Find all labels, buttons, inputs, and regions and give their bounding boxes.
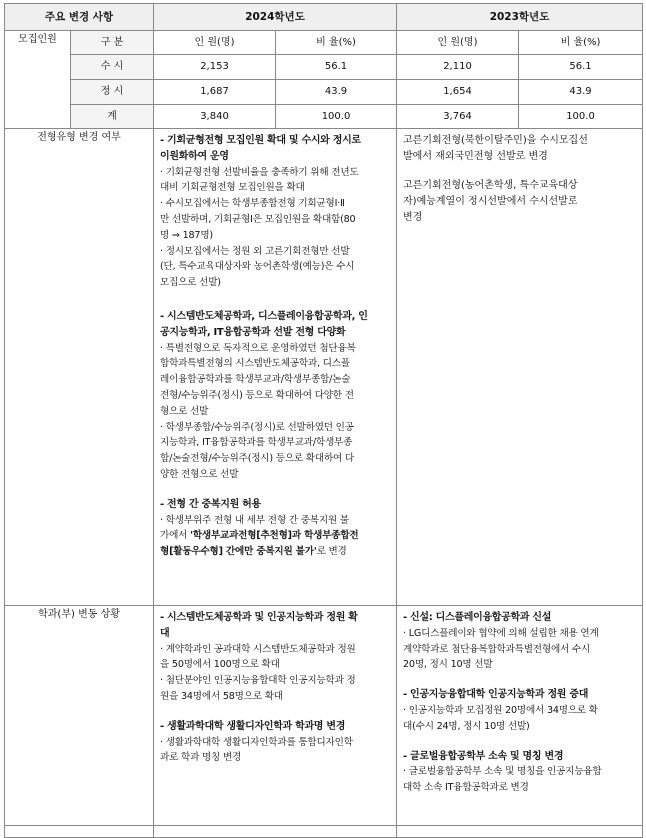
recruit-row-label-susi: 수 시 — [71, 55, 154, 80]
cell-value: 1,687 — [154, 80, 276, 105]
admission-type-label: 전형유형 변경 여부 — [5, 129, 154, 606]
header-main-changes: 주요 변경 사항 — [5, 4, 154, 31]
section-body — [160, 513, 390, 560]
section-body: · 글로벌융합공학부 소속 및 명칭을 인공지능융합 대학 소속 IT융합공학과로 변경 — [403, 766, 602, 794]
admission-type-2024 — [154, 129, 397, 606]
department-change-2023 — [397, 606, 643, 826]
section-body: · 기회균형전형 선발비율을 충족하기 위해 전년도 대비 기회균형전형 모집인원을 확대 · 수시모집에서는 학생부종합전형 기회균형Ⅰ·Ⅱ 만 선발하며, 기회균형Ⅰ은 모집인원을 확대함(80 명 ⇒ 187명) · 정시모집에서는 정원 외 고른기회전형만 선발 (단, 특수교육대상자와 농어촌학생(예능)은 수시 모집으로 선발) — [160, 166, 359, 289]
section-title: - 생활과학대학 생활디자인학과 학과명 변경 — [160, 720, 346, 732]
section-body: · 계약학과인 공과대학 시스템반도체공학과 정원 을 50명에서 100명으로 확대 · 첨단분야인 인공지능융합대학 인공지능학과 정 원을 34명에서 58명으로 확대 — [160, 643, 356, 702]
section-title: - 글로벌융합공학부 소속 및 명칭 변경 — [403, 750, 564, 762]
cell-value: 3,764 — [397, 105, 519, 129]
section-body-emphasis: '학생부교과전형[추천형]과 학생부종합전 형[활동우수형] 간에만 중복지원 불가' — [160, 530, 359, 558]
cell-value: 56.1 — [276, 55, 397, 80]
department-change-row — [5, 606, 643, 826]
section-title: - 신설: 디스플레이융합공학과 신설 — [403, 612, 552, 623]
table-row — [5, 80, 643, 105]
section-title: - 기회균형전형 모집인원 확대 및 수시와 정시로 이원화하여 운영 — [160, 135, 361, 162]
admission-type-row — [5, 129, 643, 606]
cell-value: 1,654 — [397, 80, 519, 105]
section-body-text: 로 변경 — [316, 546, 347, 558]
section-title: - 인공지능융합대학 인공지능학과 정원 증대 — [403, 689, 589, 701]
section-body: 고른기회전형(북한이탈주민)을 수시모집선 발에서 재외국민전형 선발로 변경 — [403, 135, 588, 162]
admission-type-2023 — [397, 129, 643, 606]
section-body: · LG디스플레이와 협약에 의해 설립한 채용 연계 계약학과로 첨단융복합학과특별전형에서 수시 20명, 정시 10명 선발 — [403, 627, 599, 671]
section-body: · 인공지능학과 모집정원 20명에서 34명으로 확 대(수시 24명, 정시 10명 선발) — [403, 704, 598, 732]
department-change-label: 학과(부) 변동 상황 — [5, 606, 154, 826]
section-body: · 특별전형으로 독자적으로 운영하였던 첨단융복 합학과특별전형의 시스템반도체공학과, 디스플 레이융합공학과를 학생부교과/학생부종합/논술 전형/수능위주(정시) 등으로 확대하여 다양한 전 형으로 선발 · 학생부종합/수능위주(정시)로 선발하였던 인공 지능학과, IT융합공학과를 학생부교과/학생부종 합/논술전형/수능위주(정시) 등으로 확대하여 다 양한 전형으로 선발 — [160, 342, 356, 480]
recruit-subheader-row — [5, 31, 643, 55]
cell-value: 100.0 — [276, 105, 397, 129]
cell-value: 3,840 — [154, 105, 276, 129]
ratio-header-2024: 비 율(%) — [276, 31, 397, 55]
header-2024: 2024학년도 — [154, 4, 397, 31]
section-body: · 생활과학대학 생활디자인학과를 통합디자인학 과로 학과 명칭 변경 — [160, 736, 353, 764]
header-2023: 2023학년도 — [397, 4, 643, 31]
table-row — [5, 55, 643, 80]
section-title: - 전형 간 중복지원 허용 — [160, 498, 261, 510]
recruit-row-label: 모집인원 — [5, 31, 71, 129]
recruit-row-label-jeongsi: 정 시 — [71, 80, 154, 105]
ratio-header-2023: 비 율(%) — [519, 31, 643, 55]
department-change-2024 — [154, 606, 397, 826]
cell-value: 2,153 — [154, 55, 276, 80]
recruit-row-label-total: 계 — [71, 105, 154, 129]
admission-changes-table — [4, 3, 643, 838]
recruit-category-header: 구 분 — [71, 31, 154, 55]
section-title: - 시스템반도체공학과, 디스플레이융합공학과, 인 공지능학과, IT융합공학과 선발 전형 다양화 — [160, 310, 368, 338]
cell-value: 2,110 — [397, 55, 519, 80]
count-header-2023: 인 원(명) — [397, 31, 519, 55]
table-row — [5, 105, 643, 129]
section-title: - 시스템반도체공학과 및 인공지능학과 정원 확 대 — [160, 612, 358, 639]
count-header-2024: 인 원(명) — [154, 31, 276, 55]
cell-value: 56.1 — [519, 55, 643, 80]
cell-value: 100.0 — [519, 105, 643, 129]
section-body: 고른기회전형(농어촌학생, 특수교육대상 자)예능계열이 정시선발에서 수시선발로 변경 — [403, 180, 578, 223]
section-body-text: · 학생부위주 전형 내 세부 전형 간 중복지원 불 가에서 — [160, 514, 349, 542]
cell-value: 43.9 — [519, 80, 643, 105]
header-row — [5, 4, 643, 31]
cell-value: 43.9 — [276, 80, 397, 105]
